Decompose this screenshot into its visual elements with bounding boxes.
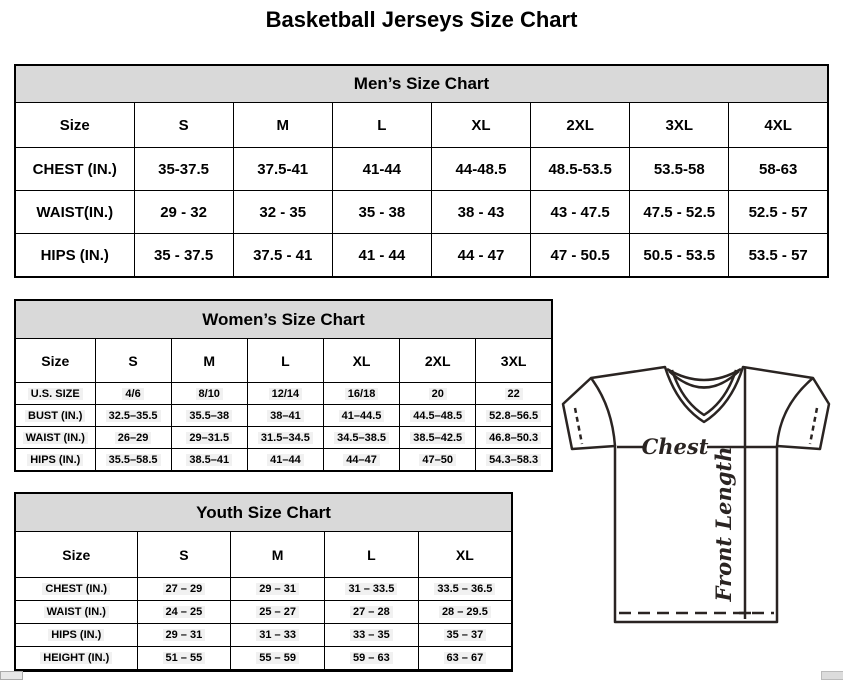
youth-height-row [15,647,512,671]
cell: 48.5-53.5 [531,148,630,191]
youth-header-xl: XL [418,532,512,578]
mens-hips-row [15,234,828,278]
cell [400,449,476,472]
cell-value: 51 – 55 [163,652,206,664]
row-label-text: HEIGHT (IN.) [40,652,112,664]
cell-value: 41–44 [267,454,304,466]
left-cuff-dashed-line [575,408,582,444]
cell [476,427,552,449]
cell-value: 35 – 37 [444,629,487,641]
row-label-text: HIPS (IN.) [48,629,104,641]
cell [476,405,552,427]
cell-value: 55 – 59 [256,652,299,664]
cell-value: 47–50 [419,454,456,466]
cell [231,578,325,601]
cell-value: 28 – 29.5 [439,606,491,618]
cell: 50.5 - 53.5 [630,234,729,278]
cell [95,449,171,472]
cell: 58-63 [729,148,828,191]
cell [400,383,476,405]
cell-value: 46.8–50.3 [486,432,541,444]
cell [247,449,323,472]
cell [476,383,552,405]
cell [137,647,231,671]
cell [323,405,399,427]
womens-header-row [15,339,552,383]
row-label-text: U.S. SIZE [28,388,83,400]
youth-chest-row [15,578,512,601]
cell: 43 - 47.5 [531,191,630,234]
youth-title-row [15,493,512,532]
cell: 38 - 43 [431,191,530,234]
cell-value: 20 [429,388,447,400]
cell-value: 41–44.5 [339,410,385,422]
row-label [15,383,95,405]
youth-header-m: M [231,532,325,578]
cell: 32 - 35 [233,191,332,234]
cell: 53.5 - 57 [729,234,828,278]
cell [323,427,399,449]
cell-value: 29–31.5 [186,432,232,444]
row-label [15,624,137,647]
womens-header-s: S [95,339,171,383]
cell-value: 31 – 33 [256,629,299,641]
cell: 41-44 [332,148,431,191]
cell: 44 - 47 [431,234,530,278]
womens-header-size: Size [15,339,95,383]
mens-header-m: M [233,103,332,148]
cell [171,449,247,472]
cell [323,383,399,405]
page-title: Basketball Jerseys Size Chart [265,7,578,32]
cell [247,427,323,449]
front-length-label: Front Length [711,446,736,602]
row-label [15,578,137,601]
womens-header-xl: XL [323,339,399,383]
cell [418,624,512,647]
cell-value: 44–47 [343,454,380,466]
youth-header-size: Size [15,532,137,578]
cell [418,647,512,671]
youth-header-s: S [137,532,231,578]
cell-value: 16/18 [345,388,379,400]
cell-value: 31.5–34.5 [258,432,313,444]
cell: 52.5 - 57 [729,191,828,234]
cell-value: 38.5–41 [186,454,232,466]
cell-value: 38.5–42.5 [410,432,465,444]
row-label: HIPS (IN.) [15,234,134,278]
cell: 53.5-58 [630,148,729,191]
right-cuff-dashed-line [810,408,817,444]
cell-value: 59 – 63 [350,652,393,664]
womens-header-3xl: 3XL [476,339,552,383]
cell [476,449,552,472]
cell-value: 35.5–38 [186,410,232,422]
cell-value: 8/10 [196,388,223,400]
cell: 37.5-41 [233,148,332,191]
cell: 47 - 50.5 [531,234,630,278]
womens-header-2xl: 2XL [400,339,476,383]
row-label-text: WAIST (IN.) [44,606,109,618]
mens-header-4xl: 4XL [729,103,828,148]
chest-label: Chest [641,434,709,459]
cell-value: 52.8–56.5 [486,410,541,422]
youth-hips-row [15,624,512,647]
row-label: CHEST (IN.) [15,148,134,191]
womens-table-title: Women’s Size Chart [15,300,552,339]
mens-header-l: L [332,103,431,148]
cell: 29 - 32 [134,191,233,234]
cell-value: 29 – 31 [163,629,206,641]
mens-chest-row [15,148,828,191]
mens-header-row [15,103,828,148]
row-label: WAIST(IN.) [15,191,134,234]
jersey-measurement-diagram [558,358,838,650]
cell-value: 25 – 27 [256,606,299,618]
row-label [15,405,95,427]
row-label-text: HIPS (IN.) [27,454,83,466]
row-label-text: WAIST (IN.) [23,432,88,444]
cell [418,578,512,601]
cell [325,624,419,647]
mens-header-xl: XL [431,103,530,148]
cell [137,578,231,601]
cell [400,405,476,427]
cell-value: 33 – 35 [350,629,393,641]
cell-value: 33.5 – 36.5 [434,583,495,595]
row-label [15,427,95,449]
row-label [15,647,137,671]
cell-value: 31 – 33.5 [345,583,397,595]
cell-value: 32.5–35.5 [106,410,161,422]
cell [137,601,231,624]
cell [325,578,419,601]
cell-value: 63 – 67 [444,652,487,664]
cell [418,601,512,624]
youth-table-title: Youth Size Chart [15,493,512,532]
mens-size-chart-table [14,64,829,278]
cell [323,449,399,472]
youth-size-chart-table [14,492,513,672]
cell: 47.5 - 52.5 [630,191,729,234]
mens-waist-row [15,191,828,234]
cell-value: 27 – 29 [163,583,206,595]
youth-header-row [15,532,512,578]
right-armhole-seam [777,378,813,446]
cell [231,647,325,671]
row-label-text: BUST (IN.) [25,410,85,422]
mens-header-size: Size [15,103,134,148]
row-label-text: CHEST (IN.) [42,583,110,595]
cell-value: 44.5–48.5 [410,410,465,422]
cell [400,427,476,449]
mens-header-3xl: 3XL [630,103,729,148]
cell-value: 34.5–38.5 [334,432,389,444]
mens-header-s: S [134,103,233,148]
womens-header-l: L [247,339,323,383]
youth-header-l: L [325,532,419,578]
row-label [15,601,137,624]
cell [95,405,171,427]
cell-value: 29 – 31 [256,583,299,595]
cell [171,427,247,449]
cell: 41 - 44 [332,234,431,278]
cell: 37.5 - 41 [233,234,332,278]
mens-title-row [15,65,828,103]
cell [137,624,231,647]
cell [231,624,325,647]
cell [325,601,419,624]
cell: 44-48.5 [431,148,530,191]
womens-header-m: M [171,339,247,383]
cell-value: 12/14 [269,388,303,400]
womens-us-size-row [15,383,552,405]
mens-header-2xl: 2XL [531,103,630,148]
cell-value: 26–29 [115,432,152,444]
cell [171,383,247,405]
womens-bust-row [15,405,552,427]
cell-value: 35.5–58.5 [106,454,161,466]
cell-value: 38–41 [267,410,304,422]
cell: 35 - 38 [332,191,431,234]
cell-value: 24 – 25 [163,606,206,618]
womens-title-row [15,300,552,339]
cell-value: 54.3–58.3 [486,454,541,466]
cell [231,601,325,624]
cell [247,383,323,405]
youth-waist-row [15,601,512,624]
womens-waist-row [15,427,552,449]
cell [325,647,419,671]
row-label [15,449,95,472]
mens-table-title: Men’s Size Chart [15,65,828,103]
left-armhole-seam [591,378,615,446]
cell-value: 22 [505,388,523,400]
womens-hips-row [15,449,552,472]
cell [247,405,323,427]
cell-value: 27 – 28 [350,606,393,618]
cell-value: 4/6 [122,388,143,400]
cell [95,383,171,405]
cell [95,427,171,449]
womens-size-chart-table [14,299,553,472]
cell [171,405,247,427]
cell: 35 - 37.5 [134,234,233,278]
cell: 35-37.5 [134,148,233,191]
